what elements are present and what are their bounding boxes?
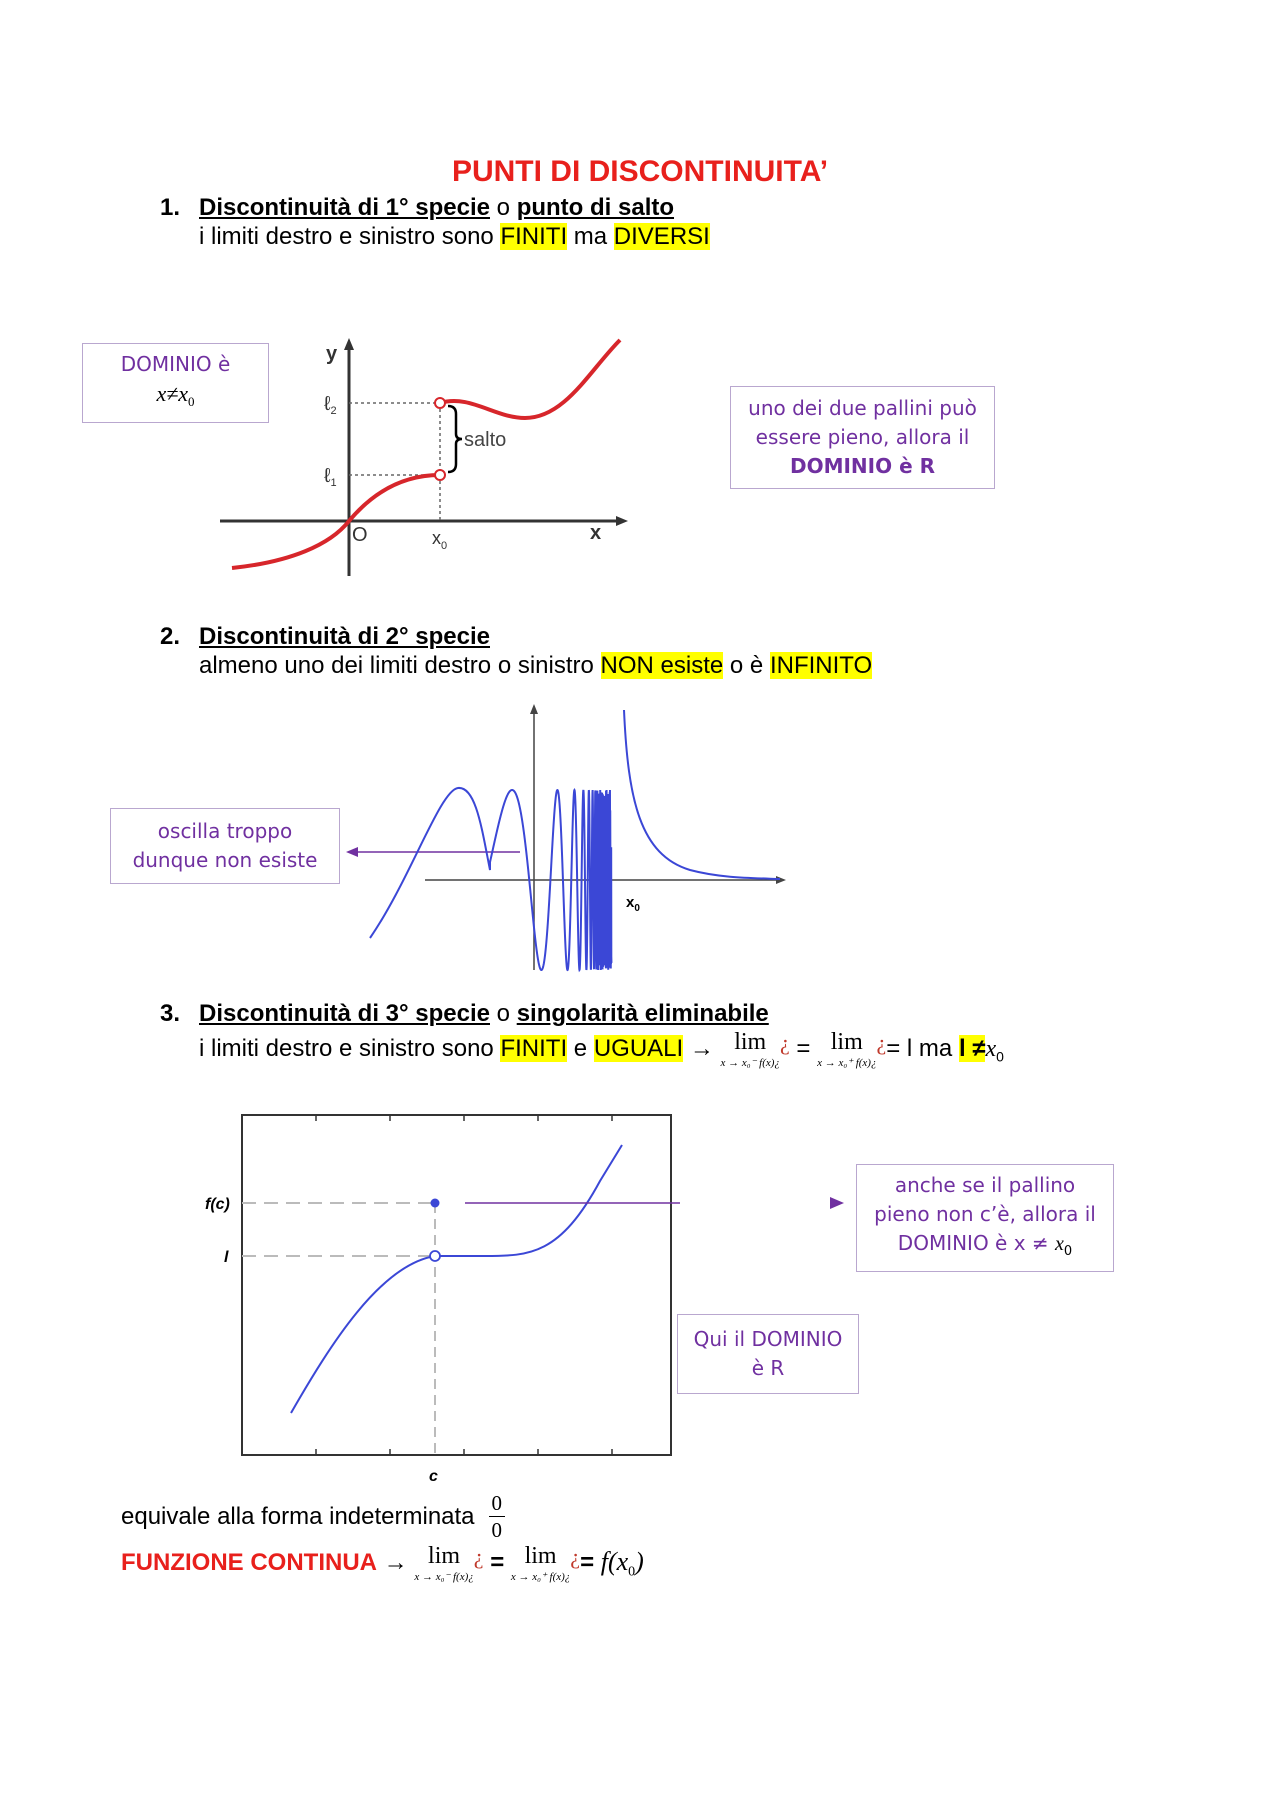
domain-r-note-line2: è R <box>751 1356 785 1380</box>
fraction-numerator: 0 <box>489 1493 506 1517</box>
cont-rhs-sub: 0 <box>628 1564 636 1580</box>
missing-dot-note-box <box>856 1164 1114 1272</box>
section-3-heading-b: singolarità eliminabile <box>516 1000 769 1027</box>
domain-note-sub: 0 <box>188 394 195 409</box>
missing-dot-note-line1: anche se il pallino <box>894 1172 1076 1197</box>
l2-label-main: ℓ <box>324 393 331 415</box>
missing-dot-note-line3 <box>857 1229 1113 1266</box>
l2-label <box>324 393 337 417</box>
graph-frame <box>242 1115 671 1455</box>
section-2-number: 2. <box>160 623 181 650</box>
missing-dot-note-line2: pieno non c’è, allora il <box>874 1201 1096 1226</box>
full-dot-note-line2: essere pieno, allora il <box>755 425 970 449</box>
section-2-desc-b: o è <box>729 652 764 679</box>
section-1-description <box>199 223 710 251</box>
domain-note-expr: x≠x <box>156 381 189 406</box>
section-2-desc-a: almeno uno dei limiti destro o sinistro <box>199 652 594 679</box>
cont-left-limit <box>414 1544 473 1583</box>
indeterminate-form-line <box>121 1493 505 1541</box>
left-limit-lim: lim <box>734 1029 767 1055</box>
section-1-desc-a: i limiti destro e sinistro sono <box>199 223 494 250</box>
section-1-heading-b: punto di salto <box>516 194 675 221</box>
section-2-heading <box>199 623 490 651</box>
oscillating-curve <box>370 788 612 970</box>
cont-right-sub: x → x₀⁺ f(x)¿ <box>510 1571 571 1583</box>
right-limit-expression <box>817 1030 876 1069</box>
jump-discontinuity-graph <box>210 330 640 585</box>
tail-x: x <box>985 1035 997 1062</box>
equal-sign: = <box>796 1034 811 1062</box>
l1-label-main: ℓ <box>324 465 331 487</box>
highlight-infinito: INFINITO <box>769 652 873 679</box>
salto-label: salto <box>464 429 507 451</box>
section-1-number: 1. <box>160 194 181 221</box>
page-title: PUNTI DI DISCONTINUITA’ <box>451 155 829 188</box>
oscillation-note-line2: dunque non esiste <box>132 848 318 872</box>
x0-label-main: x <box>432 528 441 548</box>
cont-right-lim: lim <box>524 1543 557 1569</box>
section-2-description <box>199 652 872 680</box>
missing-dot-note-x: x <box>1055 1232 1064 1255</box>
highlight-diversi: DIVERSI <box>613 223 710 250</box>
highlight-uguali: UGUALI <box>593 1034 684 1062</box>
full-dot-note-line3: DOMINIO è R <box>789 454 936 478</box>
arrow-symbol: → <box>689 1034 714 1062</box>
indeterminate-text: equivale alla forma indeterminata <box>121 1503 475 1530</box>
cont-left-lim: lim <box>428 1543 461 1569</box>
cont-equal-sign: = <box>490 1548 505 1576</box>
highlight-finiti: FINITI <box>500 223 568 250</box>
highlight-finiti-3: FINITI <box>500 1034 568 1062</box>
l1-label <box>324 465 337 489</box>
section-3-heading-sep: o <box>496 1000 511 1027</box>
domain-note-line1: DOMINIO è <box>120 352 231 376</box>
right-limit-q: ¿ <box>876 1030 887 1055</box>
l1-label-sub: 1 <box>330 477 337 489</box>
cont-left-sub: x → x₀⁻ f(x)¿ <box>414 1571 474 1583</box>
tail-sub: 0 <box>996 1048 1004 1065</box>
x-axis-label: x <box>590 522 602 544</box>
fc-label: f(c) <box>205 1196 230 1213</box>
section-1-desc-b: ma <box>573 223 608 250</box>
open-dot <box>430 1251 440 1261</box>
filled-dot <box>431 1199 440 1208</box>
highlight-l-neq: l ≠ <box>958 1034 986 1062</box>
x0-label <box>626 894 640 914</box>
domain-r-note-line1: Qui il DOMINIO <box>693 1327 843 1351</box>
oscillation-note-line1: oscilla troppo <box>157 819 293 843</box>
section-3-description <box>199 1030 1004 1069</box>
section-1-heading <box>199 194 674 222</box>
continuous-function-line <box>121 1544 644 1583</box>
oscillation-pointer-arrowhead <box>346 847 358 857</box>
open-dot-l1 <box>435 470 445 480</box>
section-3-heading-a: Discontinuità di 3° specie <box>199 1000 490 1027</box>
continuous-arrow: → <box>383 1548 408 1576</box>
section-3-desc-a: i limiti destro e sinistro sono <box>199 1034 494 1062</box>
cont-left-q: ¿ <box>473 1544 484 1569</box>
l-label: l <box>224 1249 229 1266</box>
second-kind-graph <box>340 700 800 975</box>
section-1-heading-a: Discontinuità di 1° specie <box>199 194 490 221</box>
removable-discontinuity-graph <box>200 1105 680 1485</box>
section-2-heading-text: Discontinuità di 2° specie <box>199 623 490 650</box>
x0-label-sub: 0 <box>634 903 640 914</box>
right-limit-lim: lim <box>830 1029 863 1055</box>
left-limit-q: ¿ <box>779 1030 790 1055</box>
cont-right-q: ¿ <box>570 1544 581 1569</box>
right-limit-sub: x → x₀⁺ f(x)¿ <box>817 1057 877 1069</box>
cont-rhs: f(x <box>600 1546 629 1576</box>
l2-label-sub: 2 <box>330 405 337 417</box>
salto-brace <box>448 406 462 472</box>
x0-label <box>432 528 447 552</box>
section-1-heading-sep: o <box>496 194 511 221</box>
open-dot-l2 <box>435 398 445 408</box>
section-3-number: 3. <box>160 1000 181 1027</box>
continuous-function-label: FUNZIONE CONTINUA <box>121 1548 377 1576</box>
zero-over-zero-fraction <box>489 1493 506 1541</box>
left-limit-sub: x → x₀⁻ f(x)¿ <box>720 1057 780 1069</box>
x-axis <box>220 516 628 526</box>
fraction-denominator: 0 <box>491 1518 503 1542</box>
oscillation-note-box <box>110 808 340 884</box>
origin-label: O <box>352 524 368 546</box>
y-axis-label: y <box>326 343 338 365</box>
missing-dot-note-sub: 0 <box>1063 1243 1073 1259</box>
domain-r-note-box <box>677 1314 859 1394</box>
tail-text: = l ma <box>886 1034 953 1062</box>
full-dot-note-line1: uno dei due pallini può <box>748 396 977 420</box>
section-3-desc-b: e <box>573 1034 588 1062</box>
x0-label-sub: 0 <box>441 540 448 552</box>
x0-label-main: x <box>626 894 635 911</box>
cont-right-limit <box>511 1544 570 1583</box>
left-limit-expression <box>721 1030 780 1069</box>
asymptote-curve <box>624 710 780 879</box>
cont-rhs-close: ) <box>635 1546 644 1576</box>
right-branch-curve <box>440 340 620 418</box>
section-3-heading <box>199 1000 769 1028</box>
c-label: c <box>429 1468 438 1485</box>
pointer-arrowhead <box>826 1195 846 1211</box>
missing-dot-note-text: DOMINIO è x ≠ <box>897 1230 1049 1255</box>
cont-equal-sign-2: = <box>580 1548 595 1576</box>
full-dot-note-box <box>730 386 995 489</box>
highlight-non-esiste: NON esiste <box>600 652 724 679</box>
